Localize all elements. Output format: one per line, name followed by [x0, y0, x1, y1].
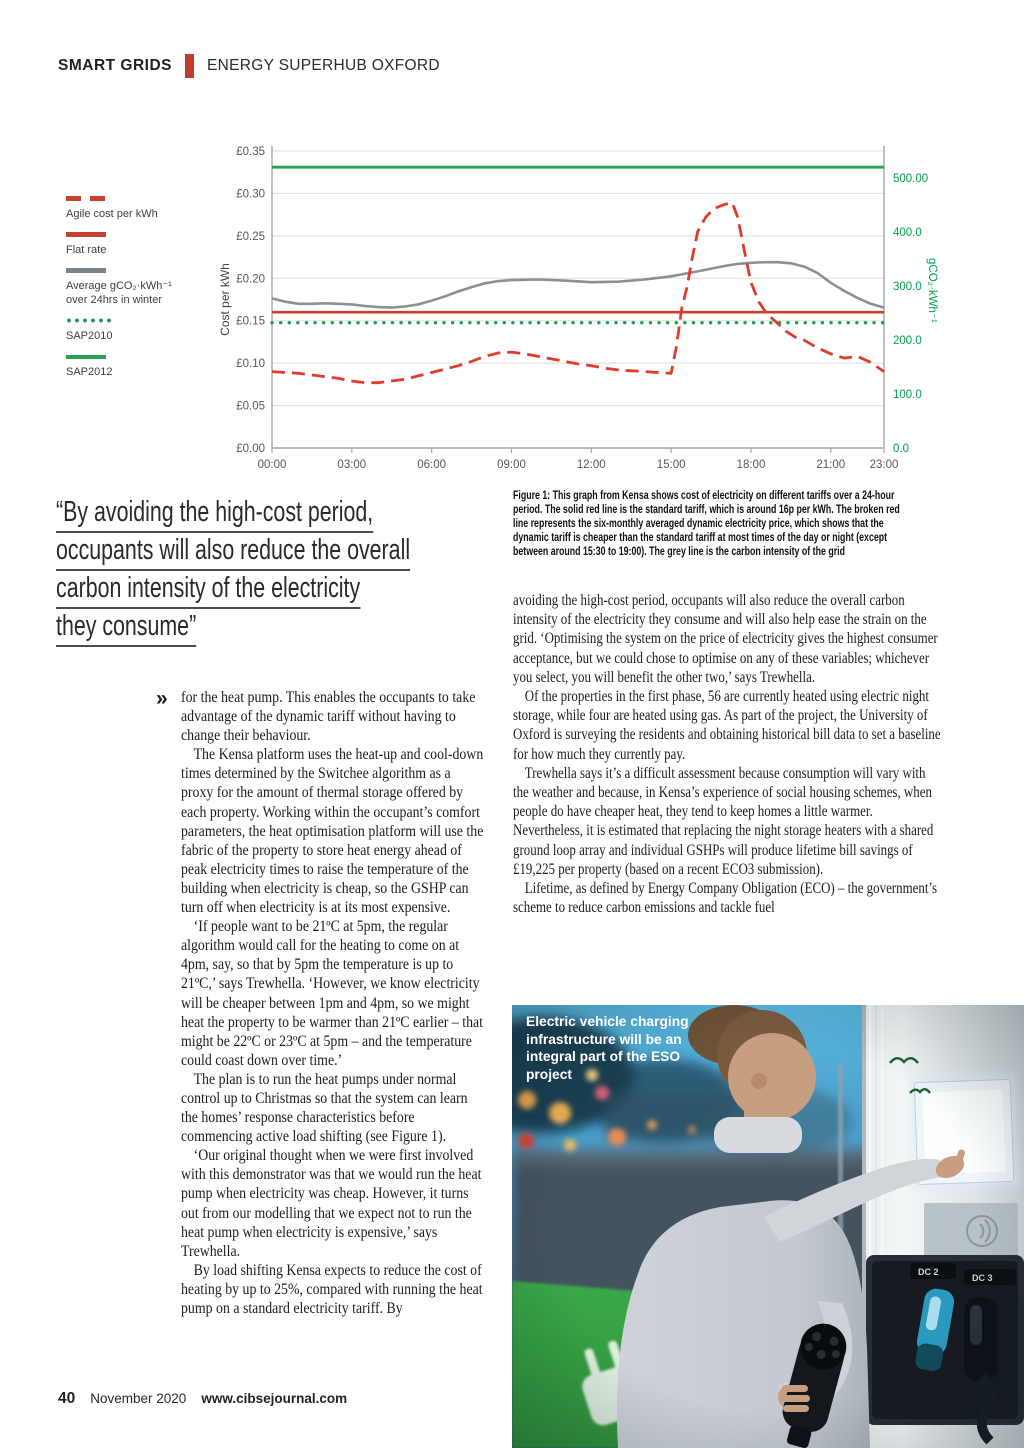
article-column-right [513, 591, 943, 1001]
pull-quote-line: “By avoiding the high-cost period, [56, 498, 373, 533]
legend-item [66, 232, 184, 257]
article-title: ENERGY SUPERHUB OXFORD [207, 57, 440, 74]
x-axis-tick: 00:00 [257, 459, 287, 471]
y-axis-tick-left: £0.25 [236, 230, 265, 243]
y-axis-label-right: gCO₂·kWh⁻¹ [926, 258, 938, 323]
paragraph: Lifetime, as defined by Energy Company Obligation (ECO) – the government’s scheme to reduce carbon emissions and tackle fuel [513, 880, 938, 917]
series-grey-solid [272, 262, 884, 307]
x-axis-tick: 06:00 [417, 459, 447, 471]
y-axis-tick-left: £0.10 [236, 358, 265, 371]
photo-caption: Electric vehicle charging infrastructure will be an integral part of the ESO project [526, 1014, 689, 1082]
legend-label: Flat rate [66, 243, 107, 256]
paragraph: ‘If people want to be 21ºC at 5pm, the regular algorithm would call for the heating to come on at 4pm, say, so that by 5pm the temperature is up to 21ºC,’ says Trewhella. ‘However, we know electricity will be cheaper between 1pm and 4pm, so we might heat the property to be warmer than 21ºC earlier – that might be 22ºC or 23ºC at 5pm – and the temperature could coast down over time.’ [181, 918, 483, 1069]
legend-label: SAP2012 [66, 366, 113, 378]
issue-date: November 2020 [90, 1391, 187, 1406]
y-axis-tick-right: 400.0 [893, 227, 922, 239]
pull-quote-line: they consume” [56, 612, 196, 647]
paragraph: Of the properties in the first phase, 56 are currently heated using electric night storage, while four are heated using gas. As part of the project, the University of Oxford is surveying the residents and obtaining historical bill data to set a baseline for how much they currently pay. [513, 688, 941, 763]
website-url: www.cibsejournal.com [201, 1391, 348, 1406]
y-axis-tick-right: 0.0 [893, 443, 909, 455]
section-label: SMART GRIDS [58, 57, 172, 74]
y-axis-tick-right: 300.0 [893, 281, 922, 293]
paragraph: avoiding the high-cost period, occupants will also reduce the overall carbon intensity of the electricity they consume and will also help ease the strain on the grid. ‘Optimising the system on the price of electricity gives the highest consumer acceptance, but we could chose to optimise on any of these variables; whichever you select, you will benefit the other two,’ says Trewhella. [513, 592, 938, 686]
y-axis-label-left: Cost per kWh [218, 263, 232, 336]
page-footer [58, 1390, 347, 1408]
paragraph: The Kensa platform uses the heat-up and cool-down times determined by the Switchee algorithm as a proxy for the amount of thermal storage offered by each property. Working within the occupant’s comfort parameters, the heat optimisation platform will use the fabric of the property to store heat energy ahead of peak electricity times to raise the temperature of the building when electricity is cheap, so the GSHP can turn off when electricity is at its most expensive. [181, 746, 484, 917]
legend-item [66, 318, 184, 344]
figure-1-chart [215, 140, 940, 490]
legend-swatch-green-dotted [66, 318, 112, 323]
page-header [58, 54, 440, 78]
red-divider-bar [185, 54, 194, 78]
y-axis-tick-left: £0.00 [236, 443, 265, 455]
x-axis-tick: 03:00 [337, 459, 367, 471]
y-axis-tick-left: £0.30 [236, 188, 265, 201]
pull-quote-line: carbon intensity of the electricity [56, 574, 360, 609]
legend-item [66, 196, 184, 221]
y-axis-tick-left: £0.15 [236, 315, 265, 328]
chart-legend [66, 196, 184, 391]
y-axis-tick-left: £0.35 [236, 146, 265, 158]
x-axis-tick: 09:00 [497, 459, 526, 471]
legend-swatch-red-solid [66, 232, 106, 237]
pull-quote-line: occupants will also reduce the overall [56, 536, 410, 571]
legend-swatch-green-solid [66, 355, 106, 360]
continuation-marker: » [156, 687, 168, 710]
article-column-left [181, 688, 483, 1380]
legend-label: Average gCO₂·kWh⁻¹ over 24hrs in winter [66, 280, 172, 306]
y-axis-tick-right: 200.0 [893, 335, 922, 347]
ev-charging-photo [512, 1005, 1024, 1448]
legend-item [66, 355, 184, 380]
paragraph: By load shifting Kensa expects to reduce the cost of heating by up to 25%, compared with running the heat pump on a standard electricity tariff. By [181, 1261, 483, 1317]
y-axis-tick-right: 500.00 [893, 173, 929, 185]
legend-label: Agile cost per kWh [66, 207, 158, 220]
paragraph: Trewhella says it’s a difficult assessment because consumption will vary with the weather and because, in Kensa’s experience of social housing schemes, when people do have cheaper heat, they tend to keep homes a little warmer. Nevertheless, it is estimated that replacing the night storage heaters with a shared ground loop array and individual GSHPs will produce lifetime bill savings of £19,225 per property (based on a recent ECO3 submission). [513, 764, 934, 878]
x-axis-tick: 15:00 [656, 459, 686, 471]
x-axis-tick: 18:00 [736, 459, 766, 471]
legend-label: SAP2010 [66, 330, 113, 342]
y-axis-tick-left: £0.20 [236, 273, 265, 286]
series-red-dashed [272, 203, 884, 383]
page-number: 40 [58, 1390, 76, 1407]
paragraph: The plan is to run the heat pumps under normal control up to Christmas so that the system can learn the homes’ response characteristics before commencing active load shifting (see Figure 1). [181, 1070, 468, 1146]
y-axis-tick-right: 100.0 [893, 389, 922, 401]
paragraph: for the heat pump. This enables the occupants to take advantage of the dynamic tariff without having to change their behaviour. [181, 689, 476, 745]
legend-swatch-red-dashed [66, 196, 106, 201]
y-axis-tick-left: £0.05 [236, 400, 265, 413]
x-axis-tick: 12:00 [576, 459, 606, 471]
pull-quote [56, 498, 497, 650]
line-chart [215, 140, 940, 485]
figure-caption: Figure 1: This graph from Kensa shows cost of electricity on different tariffs over a 24-hour period. The solid red line is the standard tariff, which is around 16p per kWh. The broken red line represents the six-monthly averaged dynamic electricity price, which shows that the dynamic tariff is cheaper than the standard tariff at most times of the day or night (except between around 15:30 to 19:00). The grey line is the carbon intensity of the grid [513, 489, 900, 558]
legend-swatch-grey-solid [66, 268, 106, 273]
paragraph: ‘Our original thought when we were first involved with this demonstrator was that we would run the heat pump when electricity was cheap. However, it turns out from our modelling that we expect not to run the heat pump when electricity is expensive,’ says Trewhella. [181, 1147, 482, 1260]
x-axis-tick: 23:00 [869, 459, 899, 471]
legend-item [66, 268, 184, 307]
x-axis-tick: 21:00 [816, 459, 846, 471]
